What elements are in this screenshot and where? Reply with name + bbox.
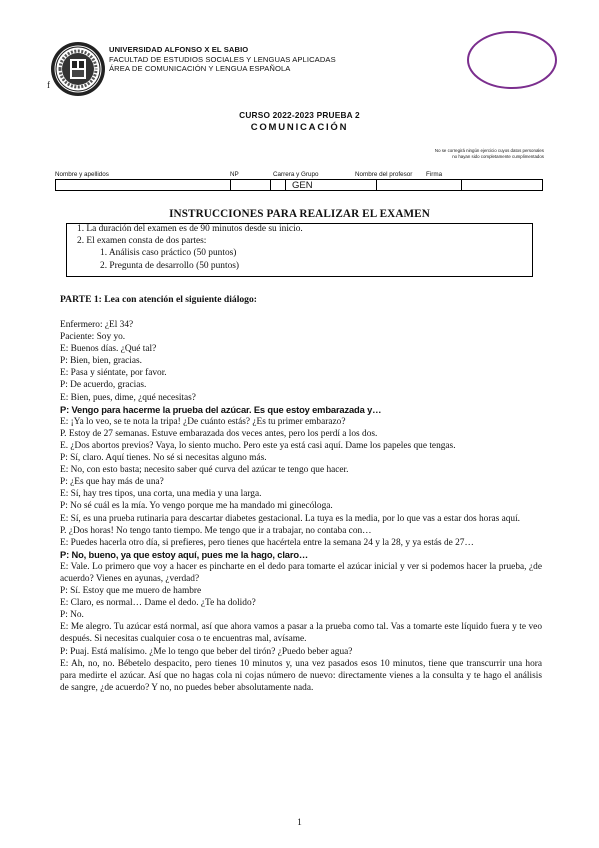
dialogue-line: E: Puedes hacerla otro día, si prefieres, pero tienes que hacértela entre la semana 24 y la 28, y ya estás de 27… bbox=[60, 537, 474, 548]
subject-title: COMUNICACIÓN bbox=[250, 122, 349, 133]
dialogue-line: Enfermero: ¿El 34? bbox=[60, 320, 134, 330]
instructions-box bbox=[66, 223, 533, 277]
dialogue-line: E: Claro, es normal… Dame el dedo. ¿Te ha dolido? bbox=[60, 598, 256, 609]
np-cell-divider bbox=[230, 180, 231, 190]
dialogue-line: E: Sí, es una prueba rutinaria para descartar diabetes gestacional. La tuya es la media, por lo que vas a estar dos horas aquí. bbox=[60, 513, 521, 524]
signature-cell-divider bbox=[461, 180, 462, 190]
dialogue-line: E: Vale. Lo primero que voy a hacer es pincharte en el dedo para tomarte el azúcar inicial y ver si podemos hacer la prueba, ¿de acuerdo? Vienes en ayunas, ¿verdad? bbox=[60, 561, 542, 584]
dialogue-line: E: Ah, no, no. Bébetelo despacito, pero tienes 10 minutos y, una vez pasados esos 10 minutos, tiene que transcurrir una hora para medirte el azúcar. Así que no hagas cola ni cojas número de nuevo: directamente vienes a la consulta y te hago el análisis de sangre, ¿de acuerdo? Y no, no puedes beber absolutamente nada. bbox=[60, 658, 542, 693]
notice-line-1: No se corregirá ningún ejercicio cuyos datos personales bbox=[434, 148, 544, 153]
name-label: Nombre y apellidos bbox=[55, 171, 109, 178]
dialogue-line: E: ¡Ya lo veo, se te nota la tripa! ¿De cuánto estás? ¿Es tu primer embarazo? bbox=[60, 416, 346, 427]
page-number: 1 bbox=[297, 818, 302, 828]
dialogue-line: P: De acuerdo, gracias. bbox=[60, 380, 147, 391]
group-value: GEN bbox=[292, 180, 313, 191]
np-label: NP bbox=[230, 171, 239, 178]
grade-oval bbox=[466, 30, 558, 90]
instruction-subitem-2: 2. Pregunta de desarrollo (50 puntos) bbox=[100, 261, 240, 271]
dialogue-line: E: Me alegro. Tu azúcar está normal, así que ahora vamos a pasar a la prueba como tal. Vas a tomarte este líquido fuera y te veo después. Si necesitas cualquier cosa o te encuentras mal, avísame. bbox=[60, 622, 542, 645]
part1-text: : Lea con atención el siguiente diálogo: bbox=[98, 294, 257, 305]
dialogue-line: P: Puaj. Está malísimo. ¿Me lo tengo que beber del tirón? ¿Puedo beber agua? bbox=[60, 646, 353, 657]
signature-label: Firma bbox=[426, 171, 443, 178]
stray-letter: f bbox=[47, 80, 50, 90]
area-name: ÁREA DE COMUNICACIÓN Y LENGUA ESPAÑOLA bbox=[109, 64, 291, 74]
course-title: CURSO 2022-2023 PRUEBA 2 bbox=[239, 110, 360, 120]
part1-heading bbox=[60, 294, 257, 305]
dialogue-line: P: Vengo para hacerme la prueba del azúcar. Es que estoy embarazada y… bbox=[60, 404, 382, 415]
dialogue-line: E: Sí, hay tres tipos, una corta, una media y una larga. bbox=[60, 489, 262, 500]
dialogue-line: P: No. bbox=[60, 610, 84, 621]
faculty-name: FACULTAD DE ESTUDIOS SOCIALES Y LENGUAS APLICADAS bbox=[109, 54, 336, 64]
dialogue-line: P: Sí, claro. Aquí tienes. No sé si necesitas alguno más. bbox=[60, 453, 267, 464]
dialogue-line: E: No, con esto basta; necesito saber qué curva del azúcar te tengo que hacer. bbox=[60, 465, 349, 476]
dialogue-line: Paciente: Soy yo. bbox=[60, 332, 126, 343]
instruction-item-1: 1. La duración del examen es de 90 minutos desde su inicio. bbox=[77, 224, 303, 234]
info-labels bbox=[55, 171, 543, 179]
instruction-item-2: 2. El examen consta de dos partes: bbox=[77, 236, 207, 246]
instructions-title: INSTRUCCIONES PARA REALIZAR EL EXAMEN bbox=[169, 208, 430, 220]
dialogue-line: P. ¿Dos horas! No tengo tanto tiempo. Me tengo que ir a trabajar, no contaba con… bbox=[60, 525, 372, 536]
dialogue-line: E: Pasa y siéntate, por favor. bbox=[60, 368, 167, 379]
dialogue-line: P: ¿Es que hay más de una? bbox=[60, 477, 164, 488]
instruction-subitem-1: 1. Análisis caso práctico (50 puntos) bbox=[100, 248, 237, 258]
dialogue-line: P: No, bueno, ya que estoy aquí, pues me la hago, claro… bbox=[60, 549, 309, 560]
group-inner-divider bbox=[285, 180, 286, 190]
university-seal bbox=[50, 41, 106, 97]
dialogue-line: E. ¿Dos abortos previos? Vaya, lo siento mucho. Pero este ya está casi aquí. Dame los papeles que tengas. bbox=[60, 440, 456, 451]
part1-label: PARTE 1 bbox=[60, 294, 99, 305]
group-label: Carrera y Grupo bbox=[273, 171, 319, 178]
dialogue-line: P: No sé cuál es la mía. Yo vengo porque me ha mandado mi ginecóloga. bbox=[60, 501, 333, 512]
university-name: UNIVERSIDAD ALFONSO X EL SABIO bbox=[109, 45, 249, 54]
group-cell-divider bbox=[270, 180, 271, 190]
notice-line-2: no hayan sido completamente cumplimentados bbox=[452, 154, 544, 160]
dialogue bbox=[60, 319, 542, 694]
university-header bbox=[109, 45, 336, 74]
teacher-cell-divider bbox=[376, 180, 377, 190]
dialogue-line: E: Bien, pues, dime, ¿qué necesitas? bbox=[60, 392, 196, 403]
notice-text bbox=[435, 148, 544, 160]
dialogue-line: P: Sí. Estoy que me muero de hambre bbox=[60, 586, 202, 597]
teacher-label: Nombre del profesor bbox=[355, 171, 413, 178]
dialogue-line: P. Estoy de 27 semanas. Estuve embarazada dos veces antes, pero los perdí a los dos. bbox=[60, 428, 378, 439]
dialogue-line: P: Bien, bien, gracias. bbox=[60, 356, 142, 367]
student-info-table bbox=[55, 179, 543, 191]
dialogue-line: E: Buenos días. ¿Qué tal? bbox=[60, 344, 157, 355]
